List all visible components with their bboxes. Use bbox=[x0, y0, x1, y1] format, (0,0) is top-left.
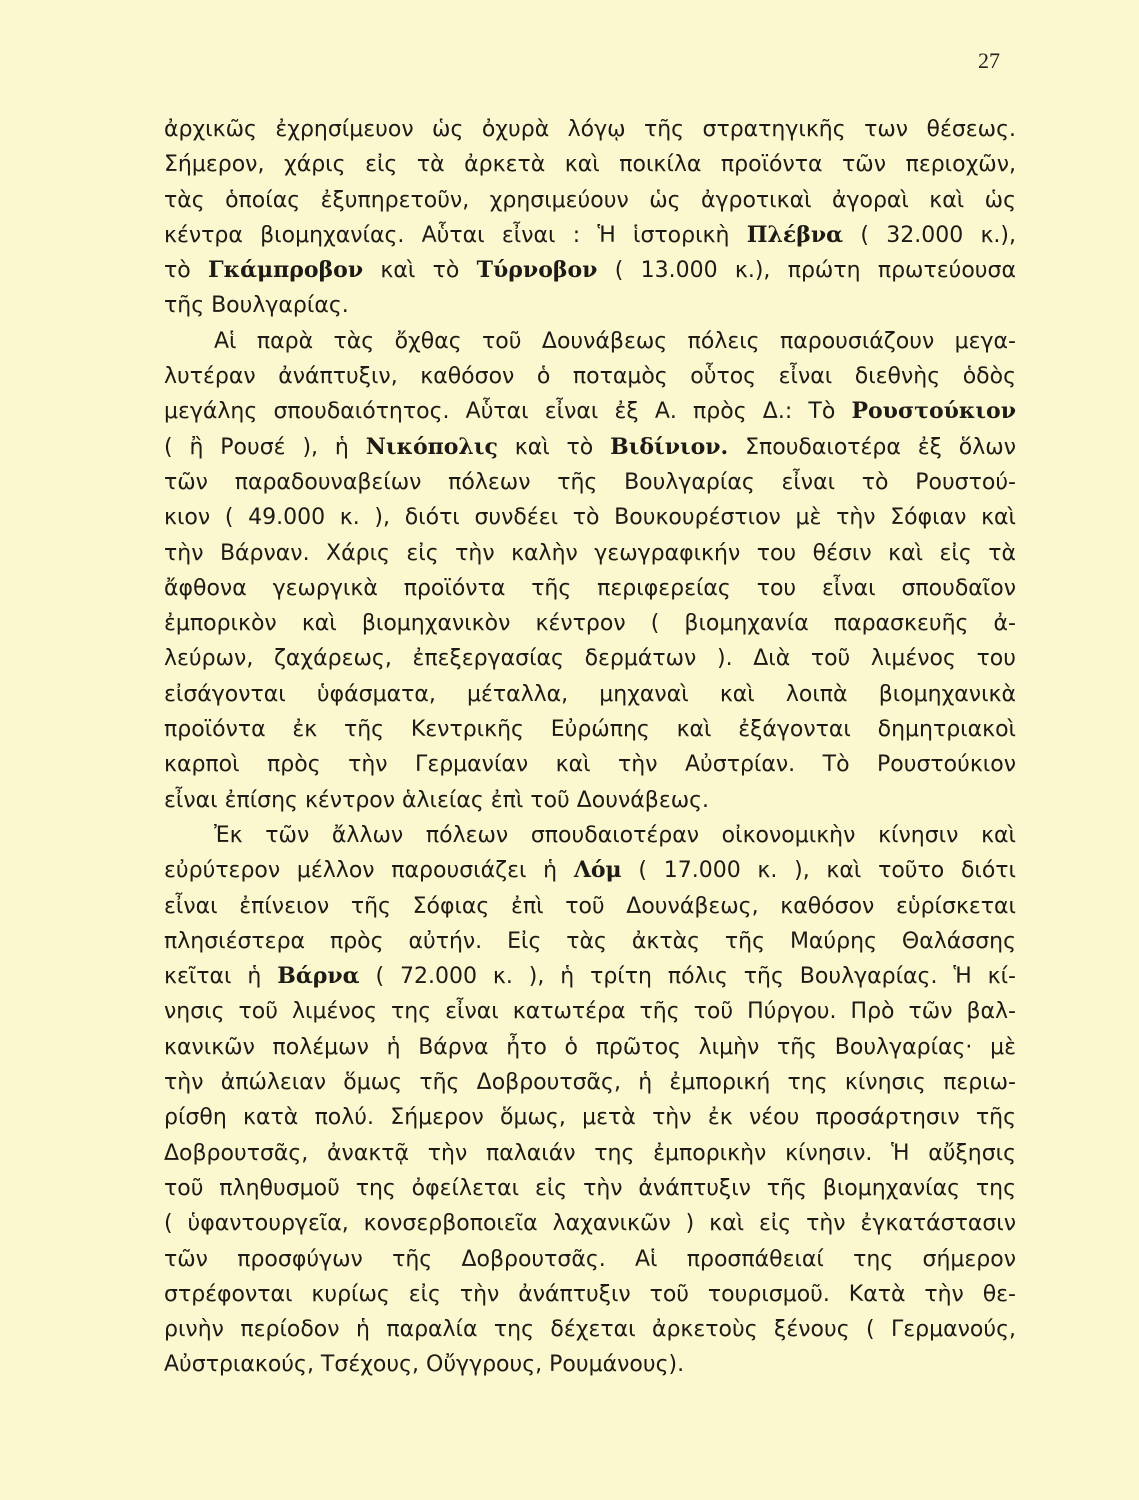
text-segment: ( 17.000 κ. ), καὶ τοῦτο διότι bbox=[621, 858, 1016, 884]
text-segment: Σπουδαιοτέρα ἐξ ὅλων bbox=[728, 434, 1016, 460]
text-segment: τὴν Βάρναν. Χάρις εἰς τὴν καλὴν γεωγραφικήν του θέσιν καὶ εἰς τὰ bbox=[164, 540, 1016, 566]
text-segment: ( 72.000 κ. ), ἡ τρίτη πόλις τῆς Βουλγαρίας. Ἡ κί- bbox=[359, 964, 1016, 990]
text-segment: τὴν ἀπώλειαν ὅμως τῆς Δοβρουτσᾶς, ἡ ἐμπορική της κίνησις περιω- bbox=[164, 1070, 1016, 1096]
text-line bbox=[164, 959, 1016, 994]
text-line bbox=[164, 712, 1016, 747]
text-segment: εἶναι ἐπίσης κέντρον ἁλιείας ἐπὶ τοῦ Δουνάβεως. bbox=[164, 787, 710, 813]
text-line bbox=[164, 324, 1016, 359]
text-line bbox=[164, 924, 1016, 959]
text-segment: μεγάλης σπουδαιότητος. Αὗται εἶναι ἐξ Α. πρὸς Δ.: Τὸ bbox=[164, 399, 852, 425]
text-line bbox=[164, 1171, 1016, 1206]
text-line bbox=[164, 147, 1016, 182]
place-name: Βιδίνιον. bbox=[610, 433, 729, 460]
text-segment: εἶναι ἐπίνειον τῆς Σόφιας ἐπὶ τοῦ Δουνάβεως, καθόσον εὑρίσκεται bbox=[164, 893, 1016, 919]
text-segment: εὐρύτερον μέλλον παρουσιάζει ἡ bbox=[164, 858, 574, 884]
text-line bbox=[164, 1242, 1016, 1277]
text-line bbox=[164, 218, 1016, 253]
text-line bbox=[164, 253, 1016, 288]
text-segment: ἀρχικῶς ἐχρησίμευον ὡς ὀχυρὰ λόγῳ τῆς στρατηγικῆς των θέσεως. bbox=[164, 117, 1016, 142]
text-segment: καὶ τὸ bbox=[363, 258, 477, 284]
text-segment: λυτέραν ἀνάπτυξιν, καθόσον ὁ ποταμὸς οὗτος εἶναι διεθνὴς ὁδὸς bbox=[164, 364, 1016, 390]
place-name: Τύρνοβον bbox=[476, 257, 598, 284]
text-segment: ρινὴν περίοδον ἡ παραλία της δέχεται ἀρκετοὺς ξένους ( Γερμανούς, bbox=[164, 1317, 1016, 1343]
text-line bbox=[164, 571, 1016, 606]
text-segment: λεύρων, ζαχάρεως, ἐπεξεργασίας δερμάτων ). Διὰ τοῦ λιμένος του bbox=[164, 646, 1016, 672]
text-line bbox=[164, 500, 1016, 535]
text-line bbox=[164, 359, 1016, 394]
text-segment: ( 13.000 κ.), πρώτη πρωτεύουσα bbox=[597, 258, 1016, 284]
text-line bbox=[164, 606, 1016, 641]
text-line bbox=[164, 1206, 1016, 1241]
text-segment: καὶ τὸ bbox=[497, 434, 611, 460]
text-line bbox=[164, 853, 1016, 888]
text-line bbox=[164, 1277, 1016, 1312]
text-line bbox=[164, 677, 1016, 712]
text-line bbox=[164, 394, 1016, 429]
text-segment: ἐμπορικὸν καὶ βιομηχανικὸν κέντρον ( βιομηχανία παρασκευῆς ἀ- bbox=[164, 611, 1016, 637]
place-name: Νικόπολις bbox=[365, 433, 498, 460]
text-line bbox=[164, 536, 1016, 571]
text-segment: εἰσάγονται ὑφάσματα, μέταλλα, μηχαναὶ καὶ λοιπὰ βιομηχανικὰ bbox=[164, 681, 1016, 707]
text-segment: κανικῶν πολέμων ἡ Βάρνα ἦτο ὁ πρῶτος λιμὴν τῆς Βουλγαρίας· μὲ bbox=[164, 1034, 1016, 1060]
text-segment: τοῦ πληθυσμοῦ της ὀφείλεται εἰς τὴν ἀνάπτυξιν τῆς βιομηχανίας της bbox=[164, 1175, 1016, 1201]
text-segment: τὰς ὁποίας ἐξυπηρετοῦν, χρησιμεύουν ὡς ἀγροτικαὶ ἀγοραὶ καὶ ὡς bbox=[164, 187, 1016, 213]
text-line bbox=[164, 288, 1016, 323]
text-segment: κεῖται ἡ bbox=[164, 964, 278, 990]
text-line bbox=[164, 889, 1016, 924]
text-line bbox=[164, 112, 1016, 147]
place-name: Βάρνα bbox=[277, 963, 360, 990]
place-name: Γκάμπροβον bbox=[208, 257, 364, 284]
text-segment: Αἱ παρὰ τὰς ὄχθας τοῦ Δουνάβεως πόλεις παρουσιάζουν μεγα- bbox=[214, 328, 1016, 354]
place-name: Λόμ bbox=[573, 857, 622, 884]
text-segment: Σήμερον, χάρις εἰς τὰ ἀρκετὰ καὶ ποικίλα προϊόντα τῶν περιοχῶν, bbox=[164, 152, 1016, 178]
text-line bbox=[164, 1065, 1016, 1100]
text-line bbox=[164, 183, 1016, 218]
text-segment: πλησιέστερα πρὸς αὐτήν. Εἰς τὰς ἀκτὰς τῆς Μαύρης Θαλάσσης bbox=[164, 928, 1016, 954]
text-line bbox=[164, 1136, 1016, 1171]
text-segment: τῶν προσφύγων τῆς Δοβρουτσᾶς. Αἱ προσπάθειαί της σήμερον bbox=[164, 1246, 1016, 1272]
text-segment: νησις τοῦ λιμένος της εἶναι κατωτέρα τῆς τοῦ Πύργου. Πρὸ τῶν βαλ- bbox=[164, 999, 1016, 1025]
text-segment: Δοβρουτσᾶς, ἀνακτᾷ τὴν παλαιάν της ἐμπορικὴν κίνησιν. Ἡ αὔξησις bbox=[164, 1140, 1016, 1166]
text-line bbox=[164, 1347, 1016, 1382]
text-segment: ρίσθη κατὰ πολύ. Σήμερον ὅμως, μετὰ τὴν ἐκ νέου προσάρτησιν τῆς bbox=[164, 1105, 1016, 1131]
text-line bbox=[164, 430, 1016, 465]
text-line bbox=[164, 994, 1016, 1029]
text-segment: ( 32.000 κ.), bbox=[843, 222, 1017, 248]
text-segment: ἄφθονα γεωργικὰ προϊόντα τῆς περιφερείας του εἶναι σπουδαῖον bbox=[164, 575, 1016, 601]
text-segment: καρποὶ πρὸς τὴν Γερμανίαν καὶ τὴν Αὐστρίαν. Τὸ Ρουστούκιον bbox=[164, 752, 1016, 778]
body-text bbox=[164, 112, 1016, 1383]
text-segment: κιον ( 49.000 κ. ), διότι συνδέει τὸ Βουκουρέστιον μὲ τὴν Σόφιαν καὶ bbox=[164, 505, 1016, 531]
text-line bbox=[164, 1030, 1016, 1065]
text-line bbox=[164, 465, 1016, 500]
text-line bbox=[164, 641, 1016, 676]
text-segment: Ἐκ τῶν ἄλλων πόλεων σπουδαιοτέραν οἰκονομικὴν κίνησιν καὶ bbox=[214, 822, 1016, 848]
text-line bbox=[164, 783, 1016, 818]
text-segment: προϊόντα ἐκ τῆς Κεντρικῆς Εὐρώπης καὶ ἐξάγονται δημητριακοὶ bbox=[164, 717, 1016, 743]
text-line bbox=[164, 747, 1016, 782]
text-line bbox=[164, 1100, 1016, 1135]
text-segment: Αὐστριακούς, Τσέχους, Οὔγγρους, Ρουμάνους). bbox=[164, 1352, 685, 1378]
text-line bbox=[164, 1312, 1016, 1347]
place-name: Ρουστούκιον bbox=[851, 398, 1016, 425]
text-segment: ( ὑφαντουργεῖα, κονσερβοποιεῖα λαχανικῶν ) καὶ εἰς τὴν ἐγκατάστασιν bbox=[164, 1211, 1016, 1237]
text-segment: κέντρα βιομηχανίας. Αὗται εἶναι : Ἡ ἱστορικὴ bbox=[164, 222, 747, 248]
place-name: Πλέβνα bbox=[746, 221, 844, 248]
text-segment: τῆς Βουλγαρίας. bbox=[164, 293, 349, 319]
text-segment: ( ἢ Ρουσέ ), ἡ bbox=[164, 434, 366, 460]
text-segment: στρέφονται κυρίως εἰς τὴν ἀνάπτυξιν τοῦ τουρισμοῦ. Κατὰ τὴν θε- bbox=[164, 1281, 1016, 1307]
page-number: 27 bbox=[978, 48, 1000, 73]
text-line bbox=[164, 818, 1016, 853]
text-segment: τῶν παραδουναβείων πόλεων τῆς Βουλγαρίας εἶναι τὸ Ρουστού- bbox=[164, 469, 1016, 495]
text-segment: τὸ bbox=[164, 258, 209, 284]
